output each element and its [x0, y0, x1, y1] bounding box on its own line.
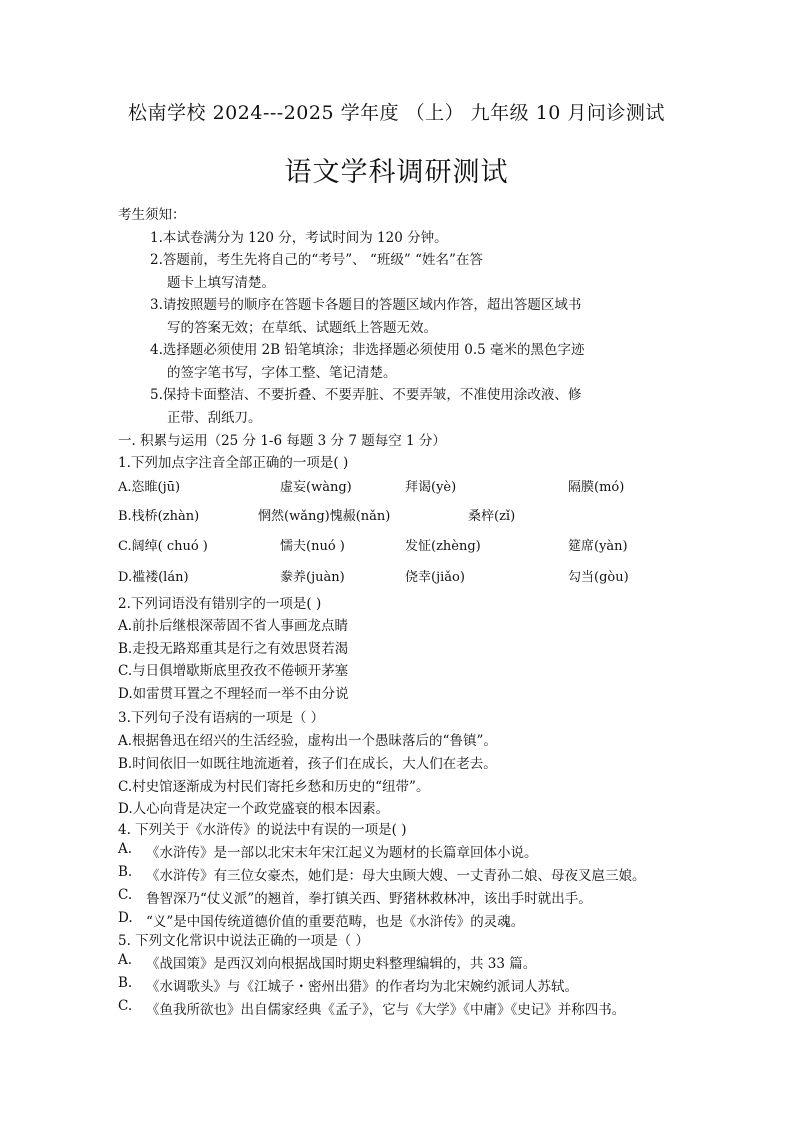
option-text: 《鱼我所欲也》出自儒家经典《孟子》，它与《大学》《中庸》《史记》并称四书。: [146, 1002, 626, 1018]
notice-heading: 考生须知：: [118, 207, 186, 223]
option-cell: 惘然(wǎng)愧赧(nǎn): [258, 509, 391, 524]
option: C.村史馆逐渐成为村民们寄托乡愁和历史的“纽带”。: [118, 779, 430, 795]
option-cell: 懦夫(nuó ): [280, 539, 345, 554]
notice-line: 写的答案无效；在草纸、试题纸上答题无效。: [167, 320, 437, 336]
question-stem: 1.下列加点字注音全部正确的一项是( ): [118, 455, 349, 471]
option: A.根据鲁迅在绍兴的生活经验，虚构出一个愚昧落后的“鲁镇”。: [118, 733, 497, 749]
option-letter: A.: [118, 952, 133, 968]
option-letter: C.: [118, 887, 133, 903]
question-stem: 3.下列句子没有语病的一项是（ ）: [118, 710, 325, 726]
notice-line: 5.保持卡面整洁、不要折叠、不要弄脏、不要弄皱，不准使用涂改液、修: [150, 387, 582, 403]
option: D.人心向背是决定一个政党盛衰的根本因素。: [118, 801, 390, 817]
question-stem: 2.下列词语没有错别字的一项是( ): [118, 596, 322, 612]
option: B.时间依旧一如既往地流逝着，孩子们在成长，大人们在老去。: [118, 756, 497, 772]
section-heading: 一. 积累与运用（25 分 1-6 每题 3 分 7 题每空 1 分）: [118, 433, 446, 449]
option-text: 《水浒传》是一部以北宋末年宋江起义为题材的长篇章回体小说。: [146, 845, 538, 861]
question-stem: 5. 下列文化常识中说法正确的一项是（ ）: [118, 933, 369, 949]
option: D.如雷贯耳置之不理轻而一举不由分说: [118, 686, 349, 702]
option-text: 鲁智深乃“仗义派”的翘首，拳打镇关西、野猪林救林冲，该出手时就出手。: [146, 891, 592, 907]
option-letter: D.: [118, 910, 133, 926]
notice-line: 的签字笔书写，字体工整、笔记清楚。: [167, 365, 397, 381]
option-cell: 豢养(juàn): [280, 570, 345, 585]
option-letter: C.: [118, 998, 133, 1014]
option-text: 《水调歌头》与《江城子・密州出猎》的作者均为北宋婉约派词人苏轼。: [146, 979, 578, 995]
notice-line: 2.答题前，考生先将自己的“考号”、 “班级” “姓名”在答: [150, 252, 483, 268]
option-cell: 桑梓(zǐ): [468, 509, 516, 524]
exam-title: 松南学校 2024---2025 学年度 （上） 九年级 10 月问诊测试: [128, 102, 665, 124]
option-cell: 筵席(yàn): [568, 539, 628, 554]
option-letter: B.: [118, 864, 133, 880]
option-cell: 拜谒(yè): [405, 480, 457, 495]
option-letter: B.: [118, 975, 133, 991]
option-cell: B.栈桥(zhàn): [118, 509, 200, 524]
option-cell: C.阔绰( chuó ): [118, 539, 208, 554]
option: C.与日俱增歇斯底里孜孜不倦顿开茅塞: [118, 663, 349, 679]
option-cell: 侥幸(jiǎo): [405, 570, 465, 585]
notice-line: 1.本试卷满分为 120 分，考试时间为 120 分钟。: [150, 230, 448, 246]
question-stem: 4. 下列关于《水浒传》的说法中有误的一项是( ): [118, 822, 407, 838]
option: A.前扑后继根深蒂固不省人事画龙点睛: [118, 618, 349, 634]
option-cell: 发怔(zhèng): [405, 539, 481, 554]
option-text: 《水浒传》有三位女豪杰，她们是：母大虫顾大嫂、一丈青孙二娘、母夜叉扈三娘。: [146, 868, 646, 884]
notice-line: 题卡上填写清楚。: [167, 275, 275, 291]
subject-title: 语文学科调研测试: [284, 157, 509, 188]
option-text: “义”是中国传统道德价值的重要范畴，也是《水浒传》的灵魂。: [146, 914, 525, 930]
option-cell: 勾当(gòu): [568, 570, 629, 585]
notice-line: 4.选择题必须使用 2B 铅笔填涂；非选择题必须使用 0.5 毫米的黑色字迹: [150, 342, 585, 358]
option-letter: A.: [118, 841, 133, 857]
notice-line: 正带、刮纸刀。: [167, 410, 262, 426]
option-cell: 隔膜(mó): [568, 480, 625, 495]
option-text: 《战国策》是西汉刘向根据战国时期史料整理编辑的，共 33 篇。: [146, 956, 537, 972]
notice-line: 3.请按照题号的顺序在答题卡各题目的答题区域内作答，超出答题区域书: [150, 297, 582, 313]
option-cell: A.恣睢(jū): [118, 480, 181, 495]
option: B.走投无路郑重其是行之有效思贤若渴: [118, 641, 349, 657]
option-cell: D.褴褛(lán): [118, 570, 189, 585]
option-cell: 虚妄(wàng): [280, 480, 352, 495]
